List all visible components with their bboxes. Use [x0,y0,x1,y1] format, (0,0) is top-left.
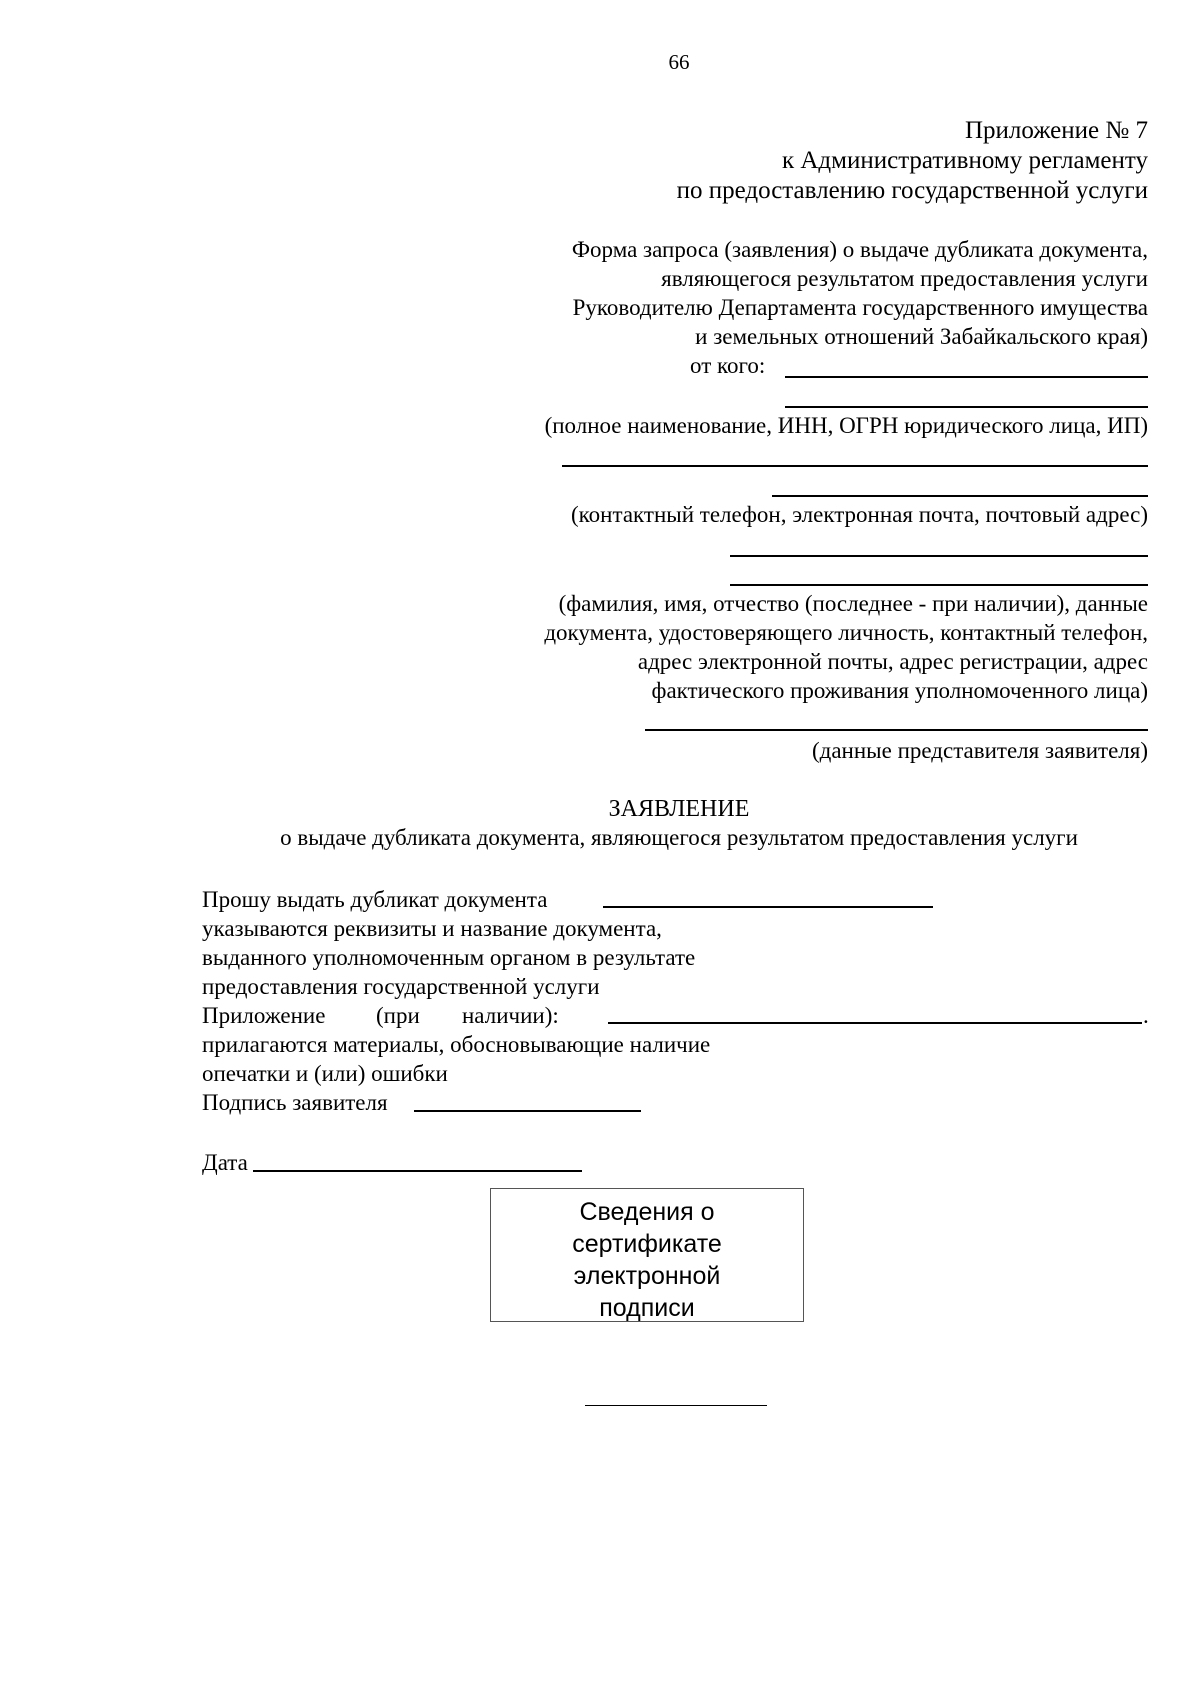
form-title-line2: являющегося результатом предоставления услуги [661,266,1148,291]
person-caption-line1: (фамилия, имя, отчество (последнее - при наличии), данные [558,591,1148,616]
document-hint-line3: предоставления государственной услуги [202,974,600,999]
representative-caption: (данные представителя заявителя) [811,738,1148,763]
form-title-line1: Форма запроса (заявления) о выдаче дубликата документа, [571,237,1148,262]
closing-divider [585,1405,767,1406]
appendix-number: Приложение № 7 [964,117,1148,144]
date-label: Дата [202,1150,248,1175]
document-field-line[interactable] [603,906,933,908]
appendix-reference: к Административному регламенту [781,147,1148,174]
representative-field-line[interactable] [645,729,1148,731]
contacts-field-line[interactable] [562,465,1148,467]
attachment-period: . [1143,1003,1149,1028]
attachment-label-word1: Приложение [202,1003,326,1028]
from-field-line-2[interactable] [785,406,1148,408]
person-field-line-2[interactable] [730,584,1148,586]
statement-subtitle: о выдаче дубликата документа, являющегося результатом предоставления услуги [280,825,1078,850]
from-label: от кого: [690,353,766,378]
document-hint-line2: выданного уполномоченным органом в результате [202,945,696,970]
attachment-label-word3: наличии): [462,1003,559,1028]
signature-label: Подпись заявителя [202,1090,388,1115]
page-number: 66 [668,50,690,74]
attachment-label-word2: (при [376,1003,420,1028]
signature-field-line[interactable] [414,1110,641,1112]
addressee-line1: Руководителю Департамента государственного имущества [572,295,1148,320]
legal-entity-caption: (полное наименование, ИНН, ОГРН юридического лица, ИП) [544,413,1148,438]
certificate-info-box [490,1188,804,1322]
request-label: Прошу выдать дубликат документа [202,887,548,912]
person-field-line[interactable] [730,555,1148,557]
attachment-hint-line1: прилагаются материалы, обосновывающие наличие [202,1032,711,1057]
contacts-field-line-2[interactable] [772,495,1148,497]
appendix-reference-service: по предоставлению государственной услуги [676,177,1148,204]
statement-title: ЗАЯВЛЕНИЕ [608,796,750,822]
attachment-field-line[interactable] [608,1022,1142,1024]
from-field-line[interactable] [785,376,1148,378]
person-caption-line4: фактического проживания уполномоченного лица) [651,678,1148,703]
document-hint-line1: указываются реквизиты и название документа, [202,916,662,941]
attachment-hint-line2: опечатки и (или) ошибки [202,1061,448,1086]
contacts-caption: (контактный телефон, электронная почта, почтовый адрес) [571,502,1148,527]
certificate-box-line3: электронной [573,1262,721,1290]
certificate-box-line1: Сведения о [579,1198,715,1226]
certificate-box-line4: подписи [599,1294,695,1322]
date-field-line[interactable] [253,1170,582,1172]
addressee-line2: и земельных отношений Забайкальского края) [695,324,1148,349]
certificate-box-line2: сертификате [572,1230,722,1258]
person-caption-line2: документа, удостоверяющего личность, контактный телефон, [544,620,1148,645]
person-caption-line3: адрес электронной почты, адрес регистрации, адрес [637,649,1148,674]
